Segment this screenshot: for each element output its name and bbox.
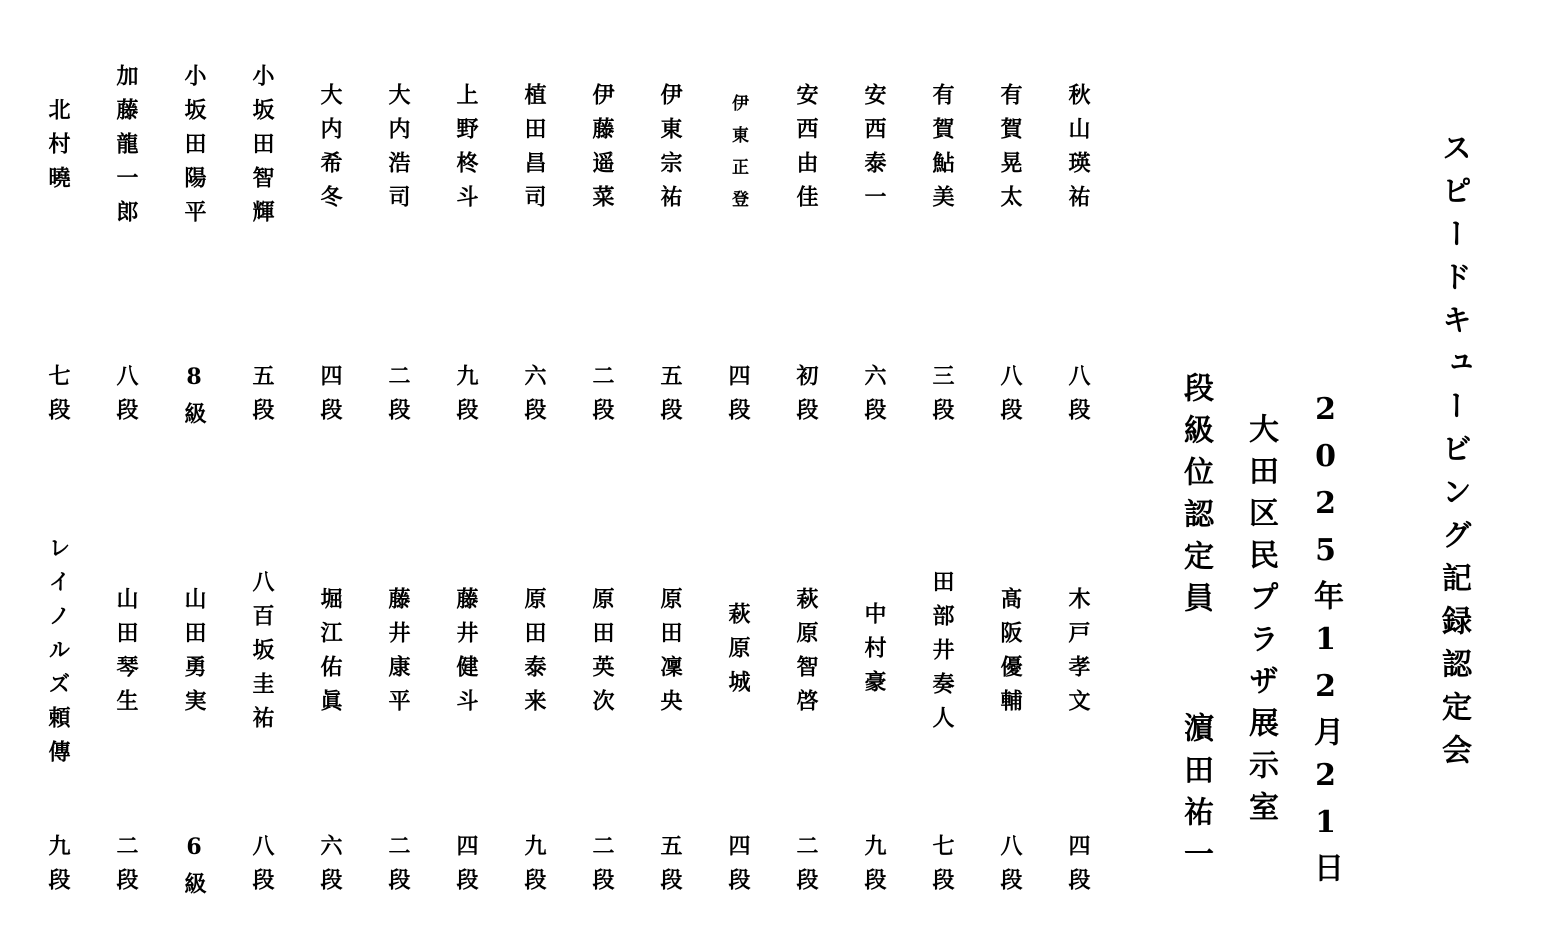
bottom-rank: 6級 — [181, 834, 207, 906]
bottom-name: 藤井健斗 — [453, 587, 479, 723]
bottom-name: 萩原智啓 — [793, 587, 819, 723]
top-name: 植田昌司 — [521, 83, 547, 219]
bottom-name: 原田泰来 — [521, 587, 547, 723]
top-name: 大内希冬 — [317, 83, 343, 219]
top-name: 伊東正登 — [728, 94, 748, 222]
top-rank: 五段 — [249, 364, 275, 432]
bottom-name: 田部井奏人 — [929, 570, 955, 740]
top-name: 上野柊斗 — [453, 83, 479, 219]
bottom-name: 山田琴生 — [113, 587, 139, 723]
bottom-rank: 二段 — [385, 834, 411, 902]
top-rank: 四段 — [725, 364, 751, 432]
top-rank: 二段 — [385, 364, 411, 432]
top-name: 有賀鮎美 — [929, 83, 955, 219]
bottom-rank: 四段 — [453, 834, 479, 902]
top-rank: 六段 — [521, 364, 547, 432]
top-rank: 八段 — [997, 364, 1023, 432]
bottom-name: 中村豪 — [861, 602, 887, 704]
event-venue: 大田区民プラザ展示室 — [1243, 413, 1278, 833]
top-name: 伊藤遥菜 — [589, 83, 615, 219]
top-rank: 8級 — [181, 364, 207, 436]
examiner-name: 濵田祐一 — [1178, 712, 1213, 880]
top-name: 小坂田智輝 — [249, 64, 275, 234]
top-name: 大内浩司 — [385, 83, 411, 219]
top-name: 加藤龍一郎 — [113, 64, 139, 234]
top-rank: 八段 — [1065, 364, 1091, 432]
top-name: 小坂田陽平 — [181, 64, 207, 234]
top-name: 有賀晃太 — [997, 83, 1023, 219]
top-name: 北村曉 — [45, 98, 71, 200]
bottom-name: 堀江佑眞 — [317, 587, 343, 723]
bottom-name: 萩原城 — [725, 602, 751, 704]
top-rank: 初段 — [793, 364, 819, 432]
event-date: 2025年12月21日 — [1308, 392, 1343, 894]
top-rank: 三段 — [929, 364, 955, 432]
bottom-name: 髙阪優輔 — [997, 587, 1023, 723]
bottom-rank: 九段 — [45, 834, 71, 902]
top-rank: 九段 — [453, 364, 479, 432]
bottom-rank: 九段 — [861, 834, 887, 902]
bottom-name: 原田凜央 — [657, 587, 683, 723]
bottom-rank: 四段 — [1065, 834, 1091, 902]
bottom-name: 原田英次 — [589, 587, 615, 723]
top-rank: 八段 — [113, 364, 139, 432]
top-rank: 七段 — [45, 364, 71, 432]
examiner-label: 段級位認定員 — [1178, 372, 1213, 624]
bottom-rank: 二段 — [113, 834, 139, 902]
bottom-rank: 二段 — [589, 834, 615, 902]
top-rank: 五段 — [657, 364, 683, 432]
bottom-name: 山田勇実 — [181, 587, 207, 723]
bottom-rank: 二段 — [793, 834, 819, 902]
top-rank: 四段 — [317, 364, 343, 432]
bottom-rank: 九段 — [521, 834, 547, 902]
top-rank: 二段 — [589, 364, 615, 432]
bottom-rank: 八段 — [997, 834, 1023, 902]
bottom-name: 木戸孝文 — [1065, 587, 1091, 723]
top-name: 伊東宗祐 — [657, 83, 683, 219]
bottom-name: レイノルズ頼傳 — [45, 536, 71, 774]
bottom-rank: 八段 — [249, 834, 275, 902]
bottom-rank: 七段 — [929, 834, 955, 902]
top-name: 安西泰一 — [861, 83, 887, 219]
bottom-rank: 四段 — [725, 834, 751, 902]
bottom-name: 八百坂圭祐 — [249, 570, 275, 740]
top-name: 安西由佳 — [793, 83, 819, 219]
top-rank: 六段 — [861, 364, 887, 432]
bottom-rank: 五段 — [657, 834, 683, 902]
top-name: 秋山瑛祐 — [1065, 83, 1091, 219]
bottom-rank: 六段 — [317, 834, 343, 902]
bottom-name: 藤井康平 — [385, 587, 411, 723]
certificate-title: スピードキュービング記録認定会 — [1436, 132, 1471, 777]
